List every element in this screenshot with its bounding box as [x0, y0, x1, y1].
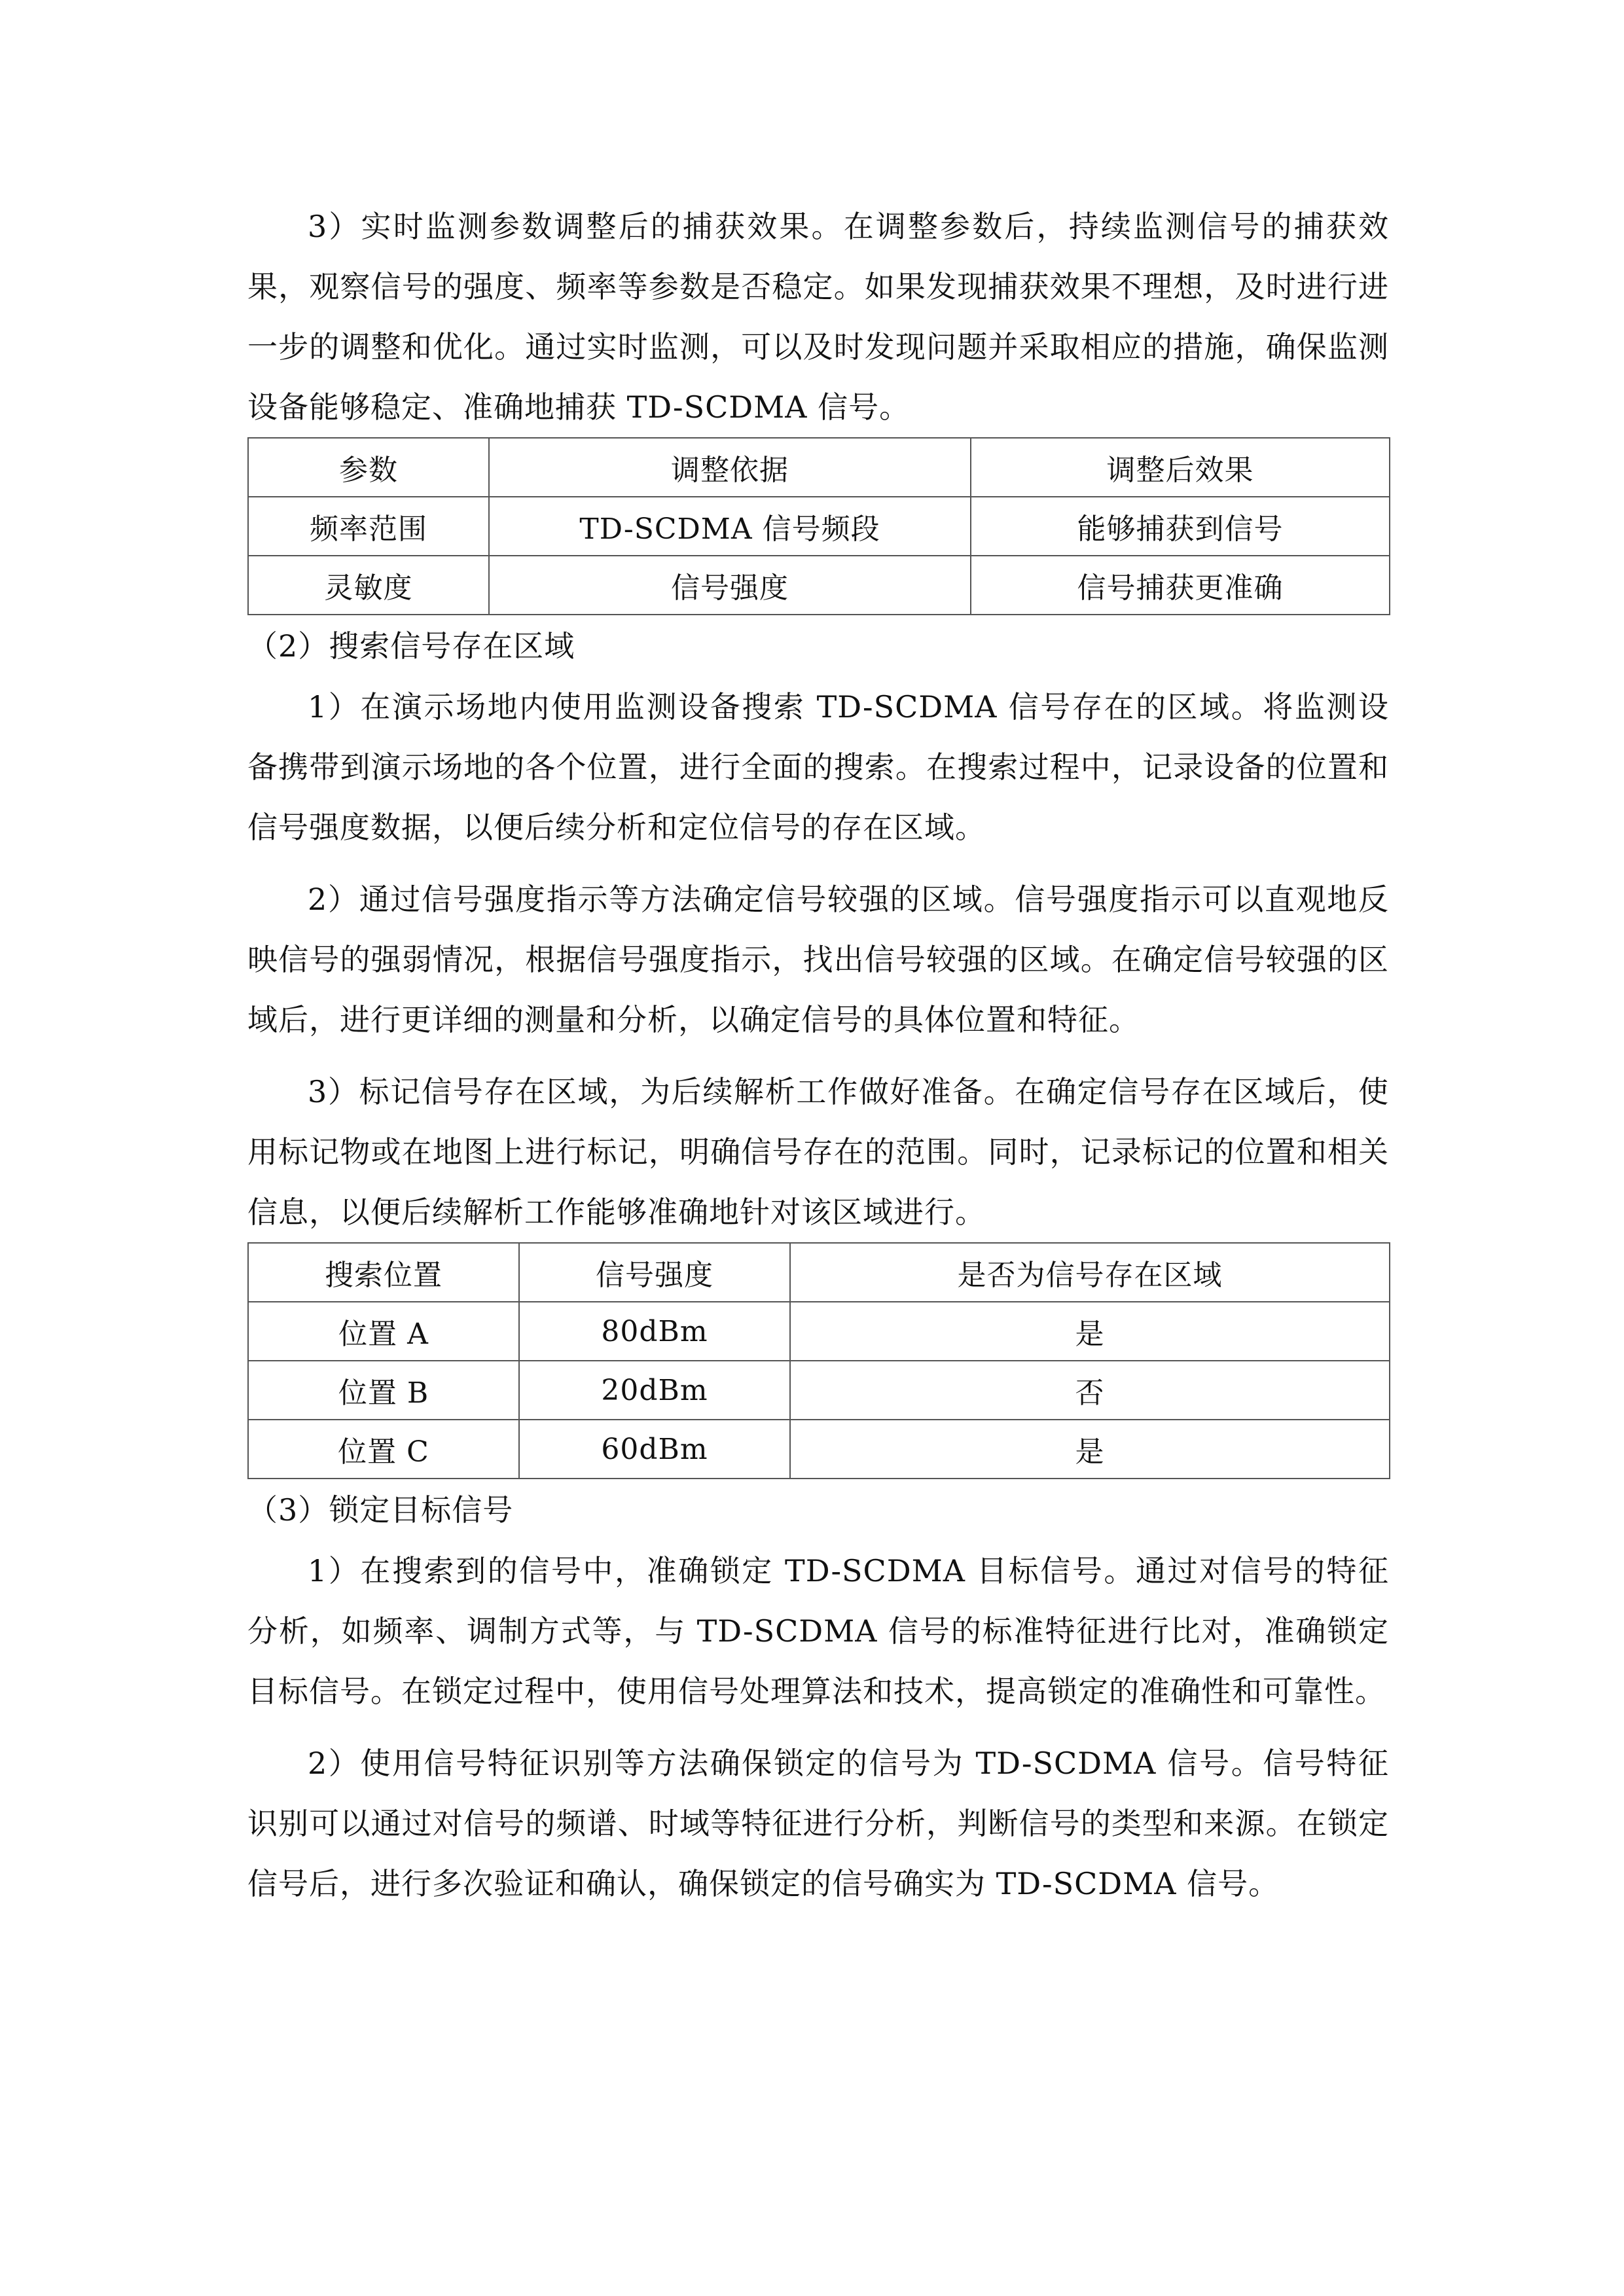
section-heading-lock: （3）锁定目标信号 — [247, 1492, 514, 1528]
table-cell: 频率范围 — [248, 497, 489, 556]
table-cell: 是 — [790, 1420, 1390, 1479]
table-cell: 20dBm — [519, 1361, 790, 1420]
table-header-cell: 参数 — [248, 438, 489, 497]
paragraph-feature-recognition: 2）使用信号特征识别等方法确保锁定的信号为 TD-SCDMA 信号。信号特征识别可以通过对信号的频谱、时域等特征进行分析，判断信号的类型和来源。在锁定信号后，进行多次验证和确认，确保锁定的信号确实为 TD-SCDMA 信号。 — [247, 1746, 1389, 1901]
table-cell: 否 — [790, 1361, 1390, 1420]
paragraph-search-area: 1）在演示场地内使用监测设备搜索 TD-SCDMA 信号存在的区域。将监测设备携带到演示场地的各个位置，进行全面的搜索。在搜索过程中，记录设备的位置和信号强度数据，以便后续分析和定位信号的存在区域。 — [247, 689, 1389, 845]
table-row — [248, 1361, 1390, 1420]
table-cell: 位置 A — [248, 1302, 519, 1361]
table-cell: 位置 C — [248, 1420, 519, 1479]
table-header-cell: 是否为信号存在区域 — [790, 1243, 1390, 1302]
table-header-row — [248, 438, 1390, 497]
table-header-cell: 调整依据 — [489, 438, 971, 497]
table-cell: TD-SCDMA 信号频段 — [489, 497, 971, 556]
table-cell: 是 — [790, 1302, 1390, 1361]
table-row — [248, 1302, 1390, 1361]
table-row — [248, 497, 1390, 556]
paragraph-lock-signal: 1）在搜索到的信号中，准确锁定 TD-SCDMA 目标信号。通过对信号的特征分析，如频率、调制方式等，与 TD-SCDMA 信号的标准特征进行比对，准确锁定目标信号。在锁定过程中，使用信号处理算法和技术，提高锁定的准确性和可靠性。 — [247, 1553, 1389, 1709]
table-cell: 信号强度 — [489, 556, 971, 615]
document-page — [247, 196, 1389, 1914]
paragraph-monitor-effect: 3）实时监测参数调整后的捕获效果。在调整参数后，持续监测信号的捕获效果，观察信号的强度、频率等参数是否稳定。如果发现捕获效果不理想，及时进行进一步的调整和优化。通过实时监测，可以及时发现问题并采取相应的措施，确保监测设备能够稳定、准确地捕获 TD-SCDMA 信号。 — [247, 209, 1389, 425]
paragraph-mark-area: 3）标记信号存在区域，为后续解析工作做好准备。在确定信号存在区域后，使用标记物或在地图上进行标记，明确信号存在的范围。同时，记录标记的位置和相关信息，以便后续解析工作能够准确地针对该区域进行。 — [247, 1074, 1389, 1230]
table-header-cell: 信号强度 — [519, 1243, 790, 1302]
table-cell: 80dBm — [519, 1302, 790, 1361]
table-row — [248, 556, 1390, 615]
table-cell: 位置 B — [248, 1361, 519, 1420]
parameter-adjustment-table — [247, 437, 1390, 615]
search-location-table — [247, 1242, 1390, 1479]
table-cell: 灵敏度 — [248, 556, 489, 615]
table-row — [248, 1420, 1390, 1479]
table-cell: 信号捕获更准确 — [971, 556, 1390, 615]
paragraph-signal-strength: 2）通过信号强度指示等方法确定信号较强的区域。信号强度指示可以直观地反映信号的强弱情况，根据信号强度指示，找出信号较强的区域。在确定信号较强的区域后，进行更详细的测量和分析，以确定信号的具体位置和特征。 — [247, 882, 1389, 1037]
section-heading-search: （2）搜索信号存在区域 — [247, 628, 575, 664]
table-cell: 60dBm — [519, 1420, 790, 1479]
table-header-row — [248, 1243, 1390, 1302]
table-header-cell: 搜索位置 — [248, 1243, 519, 1302]
table-cell: 能够捕获到信号 — [971, 497, 1390, 556]
table-header-cell: 调整后效果 — [971, 438, 1390, 497]
